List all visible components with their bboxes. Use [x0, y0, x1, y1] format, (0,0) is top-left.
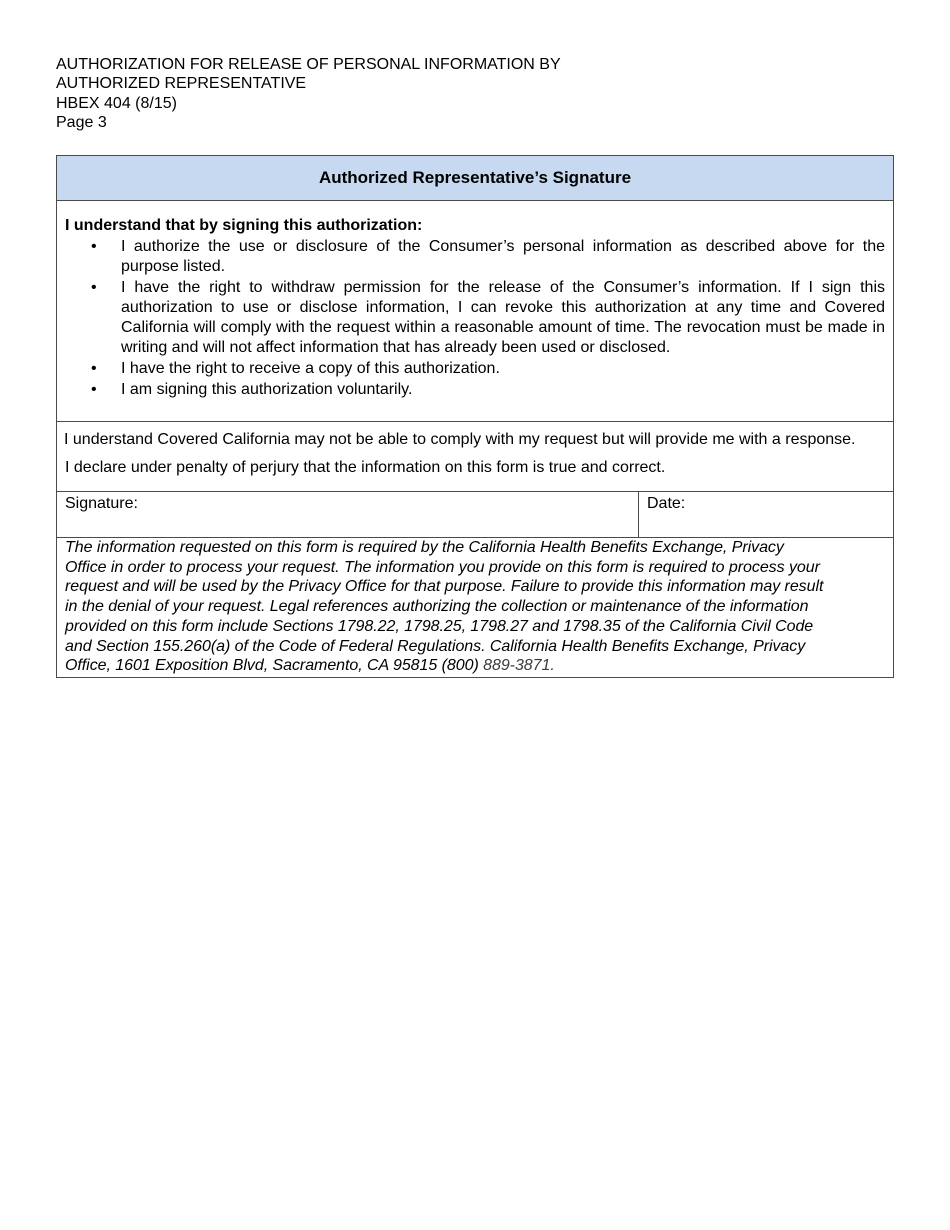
list-item — [65, 278, 885, 358]
form-title-line-2: AUTHORIZED REPRESENTATIVE — [56, 75, 307, 93]
privacy-line-address — [65, 656, 885, 676]
form-number: HBEX 404 (8/15) — [56, 94, 177, 112]
list-item-text: I authorize the use or disclosure of the Consumer’s personal information as described above for the purpose listed. — [121, 238, 885, 275]
page-number: Page 3 — [56, 114, 107, 132]
privacy-line: request and will be used by the Privacy Office for that purpose. Failure to provide this information may result — [65, 578, 824, 596]
privacy-notice — [57, 538, 893, 677]
compliance-section — [57, 422, 893, 492]
list-item — [65, 380, 885, 400]
section-title — [57, 156, 893, 201]
page-header — [56, 55, 561, 133]
signature-form — [56, 155, 894, 678]
privacy-address: Office, 1601 Exposition Blvd, Sacramento, CA 95815 (800) — [65, 657, 484, 675]
privacy-line: provided on this form include Sections 1798.22, 1798.25, 1798.27 and 1798.35 of the California Civil Code — [65, 617, 814, 635]
list-item-text: I have the right to withdraw permission for the release of the Consumer’s information. If I sign this authorization to use or disclose information, I can revoke this authorization at any time and Covered California will comply with the request within a reasonable amount of time. The revocation must be made in writing and will not affect information that has already been used or disclosed. — [121, 279, 885, 356]
privacy-line: The information requested on this form is required by the California Health Benefits Exchange, Privacy — [65, 539, 784, 556]
compliance-statement: I understand Covered California may not be able to comply with my request but will provide me with a response. — [64, 431, 856, 448]
privacy-line: and Section 155.260(a) of the Code of Federal Regulations. California Health Benefits Exchange, Privacy — [65, 637, 806, 655]
acknowledgement-intro: I understand that by signing this authorization: — [65, 217, 423, 234]
form-title-line-1: AUTHORIZATION FOR RELEASE OF PERSONAL INFORMATION BY — [56, 56, 561, 73]
acknowledgement-section — [57, 201, 893, 422]
privacy-phone: 889-3871. — [483, 657, 555, 675]
bullet-icon: • — [91, 279, 97, 296]
bullet-icon: • — [91, 238, 97, 255]
date-label: Date: — [647, 495, 686, 512]
list-item — [65, 237, 885, 277]
bullet-icon: • — [91, 360, 97, 377]
bullet-icon: • — [91, 381, 97, 398]
date-field[interactable] — [639, 492, 893, 537]
list-item-text: I am signing this authorization voluntarily. — [121, 381, 413, 398]
signature-label: Signature: — [65, 495, 138, 512]
section-title-text: Authorized Representative’s Signature — [318, 168, 632, 187]
list-item — [65, 359, 885, 379]
privacy-line: Office in order to process your request. The information you provide on this form is required to process your — [65, 558, 820, 576]
privacy-line: in the denial of your request. Legal references authorizing the collection or maintenance of the information — [65, 598, 809, 616]
perjury-declaration: I declare under penalty of perjury that the information on this form is true and correct. — [65, 459, 666, 476]
signature-row — [57, 492, 893, 538]
signature-field[interactable] — [57, 492, 639, 537]
list-item-text: I have the right to receive a copy of this authorization. — [121, 360, 500, 377]
acknowledgement-list — [65, 237, 885, 400]
